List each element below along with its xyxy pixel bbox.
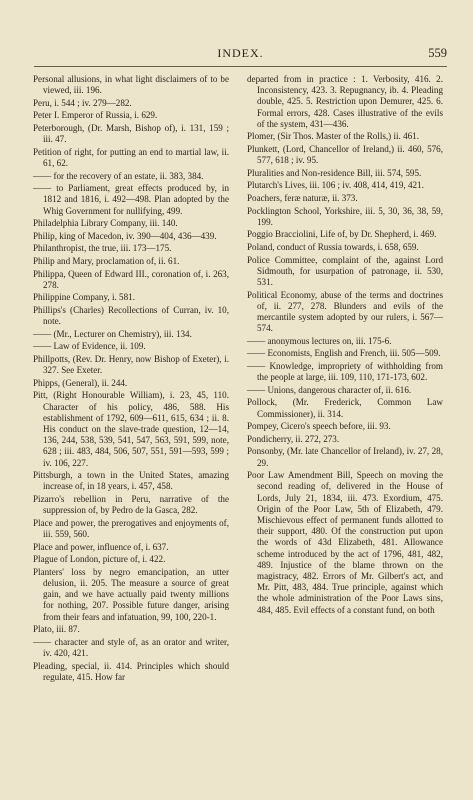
index-entry: Ponsonby, (Mr. late Chancellor of Ireland), iv. 27, 28, 29. xyxy=(247,446,443,468)
index-entry: Poachers, feræ naturæ, ii. 373. xyxy=(247,192,358,203)
index-entry: Pittsburgh, a town in the United States, amazing increase of, in 18 years, i. 457, 458. xyxy=(33,470,229,492)
index-entry: —— (Mr., Lecturer on Chemistry), iii. 134. xyxy=(33,328,192,339)
index-entry: Phillips's (Charles) Recollections of Curran, iv. 10, note. xyxy=(33,304,229,327)
index-entry: Place and power, the prerogatives and enjoyments of, iii. 559, 560. xyxy=(33,517,229,539)
index-entry: Poland, conduct of Russia towards, i. 658, 659. xyxy=(247,241,419,252)
index-entry: —— for the recovery of an estate, ii. 383, 384. xyxy=(33,170,204,181)
header-rule xyxy=(34,66,447,67)
index-entry: Planters' loss by negro emancipation, an utter delusion, ii. 205. The measure a source of great gain, and we have actually paid twenty millions for nothing, 207. Possible future danger, arising from their fears and infatuation, 99, 100, 220-1. xyxy=(33,566,229,622)
index-entry: Pollock, (Mr. Frederick, Common Law Commissioner), ii. 314. xyxy=(247,397,443,419)
index-entry: Peru, i. 544 ; iv. 279—282. xyxy=(33,97,132,108)
index-entry: —— Law of Evidence, ii. 109. xyxy=(33,341,146,352)
index-entry: Petition of right, for putting an end to martial law, ii. 61, 62. xyxy=(33,146,229,168)
index-entry: Place and power, influence of, i. 637. xyxy=(33,541,169,552)
index-entry: Pizarro's rebellion in Peru, narrative of the suppression of, by Pedro de la Gasca, 282. xyxy=(33,493,229,516)
index-entry: Philippa, Queen of Edward III., coronation of, i. 263, 278. xyxy=(33,268,229,290)
index-entry: —— to Parliament, great effects produced by, in 1812 and 1816, i. 492—498. Plan adopted by the Whig Government for nullifying, 499. xyxy=(33,183,229,216)
index-entry: —— anonymous lectures on, iii. 175-6. xyxy=(247,335,392,346)
page-title: INDEX. xyxy=(217,46,264,60)
index-entry: —— Economists, English and French, iii. 505—509. xyxy=(247,348,441,359)
running-head xyxy=(34,46,447,62)
page-number: 559 xyxy=(428,46,447,60)
index-column-left xyxy=(33,74,229,684)
index-entry: Police Committee, complaint of the, against Lord Sidmouth, for usurpation of patronage, ii. 530, 531. xyxy=(247,254,443,287)
index-entry: Pompey, Cicero's speech before, iii. 93. xyxy=(247,421,391,432)
index-entry: Poggio Bracciolini, Life of, by Dr. Shepherd, i. 469. xyxy=(247,229,437,240)
index-entry: Philippine Company, i. 581. xyxy=(33,292,135,303)
index-entry: Pluralities and Non-residence Bill, iii. 574, 595. xyxy=(247,167,422,178)
index-entry: Phillpotts, (Rev. Dr. Henry, now Bishop of Exeter), i. 327. See Exeter. xyxy=(33,353,229,376)
index-entry: Plutarch's Lives, iii. 106 ; iv. 408, 414, 419, 421. xyxy=(247,180,424,191)
index-entry: Pocklington School, Yorkshire, iii. 5, 30, 36, 38, 59, 199. xyxy=(247,205,443,227)
index-entry: Peter I. Emperor of Russia, i. 629. xyxy=(33,110,158,121)
index-entry: —— Knowledge, impropriety of withholding from the people at large, iii. 109, 110, 171-173, 602. xyxy=(247,360,443,383)
index-entry: Political Economy, abuse of the terms and doctrines of, ii. 277, 278. Blunders and evils of the mercantile system adopted by our rulers, i. 567—574. xyxy=(247,289,443,334)
index-entry: —— Unions, dangerous character of, ii. 616. xyxy=(247,384,412,395)
index-entry: Phipps, (General), ii. 244. xyxy=(33,377,128,388)
index-entry: Pleading, special, ii. 414. Principles which should regulate, 415. How far xyxy=(33,660,229,682)
index-entry: Philip, king of Macedon, iv. 390—404, 436—439. xyxy=(33,230,217,241)
index-entry: Plunkett, (Lord, Chancellor of Ireland,) ii. 460, 576, 577, 618 ; iv. 95. xyxy=(247,144,443,166)
index-entry: Plomer, (Sir Thos. Master of the Rolls,) ii. 461. xyxy=(247,131,419,142)
index-entry: Philadelphia Library Company, iii. 140. xyxy=(33,218,178,229)
index-entry: Philip and Mary, proclamation of, ii. 61. xyxy=(33,255,180,266)
index-entry: Plague of London, picture of, i. 422. xyxy=(33,554,166,565)
index-entry: Peterborough, (Dr. Marsh, Bishop of), i. 131, 159 ; iii. 47. xyxy=(33,122,229,145)
index-entry: Personal allusions, in what light disclaimers of to be viewed, iii. 196. xyxy=(33,74,229,96)
index-column-right xyxy=(247,74,443,617)
index-entry: Pondicherry, ii. 272, 273. xyxy=(247,433,340,444)
index-entry: Poor Law Amendment Bill, Speech on moving the second reading of, delivered in the House of Lords, July 21, 1834, iii. 473. Exordium, 475. Origin of the Poor Law, 5th of Elizabeth, 479. Mischievous effect of permanent funds allotted to their support, 480. Of the construction put upon the words of 43d Elizabeth, 481. Allowance scheme introduced by the act of 1796, 481, 482, 489. Injustice of the blame thrown on the magistracy, 482. Errors of Mr. Gilbert's act, and Mr. Pitt, 483, 484. True principle, against which the whole administration of the Poor Laws sins, 484, 485. Evil effects of a constant fund, on both xyxy=(247,470,443,615)
index-entry: Pitt, (Right Honourable William), i. 23, 45, 110. Character of his policy, 486, 588. His establishment of 1792, 609—611, 615, 634 ; ii. 8. His conduct on the slave-trade question, 12—14, 136, 244, 538, 539, 541, 547, 563, 591, 599, note, 628 ; iii. 483, 484, 506, 507, 551, 591—593, 599 ; iv. 106, 227. xyxy=(33,390,229,468)
index-entry: Philanthropist, the true, iii. 173—175. xyxy=(33,243,172,254)
index-entry: Plato, iii. 87. xyxy=(33,624,80,635)
index-entry: departed from in practice : 1. Verbosity, 416. 2. Inconsistency, 423. 3. Repugnancy, ib. 4. Pleading double, 425. 5. Restriction upon Demurer, 425. 6. Formal errors, 428. Cases illustrative of the evils of the system, 431—436. xyxy=(247,74,443,129)
index-entry: —— character and style of, as an orator and writer, iv. 420, 421. xyxy=(33,636,229,658)
